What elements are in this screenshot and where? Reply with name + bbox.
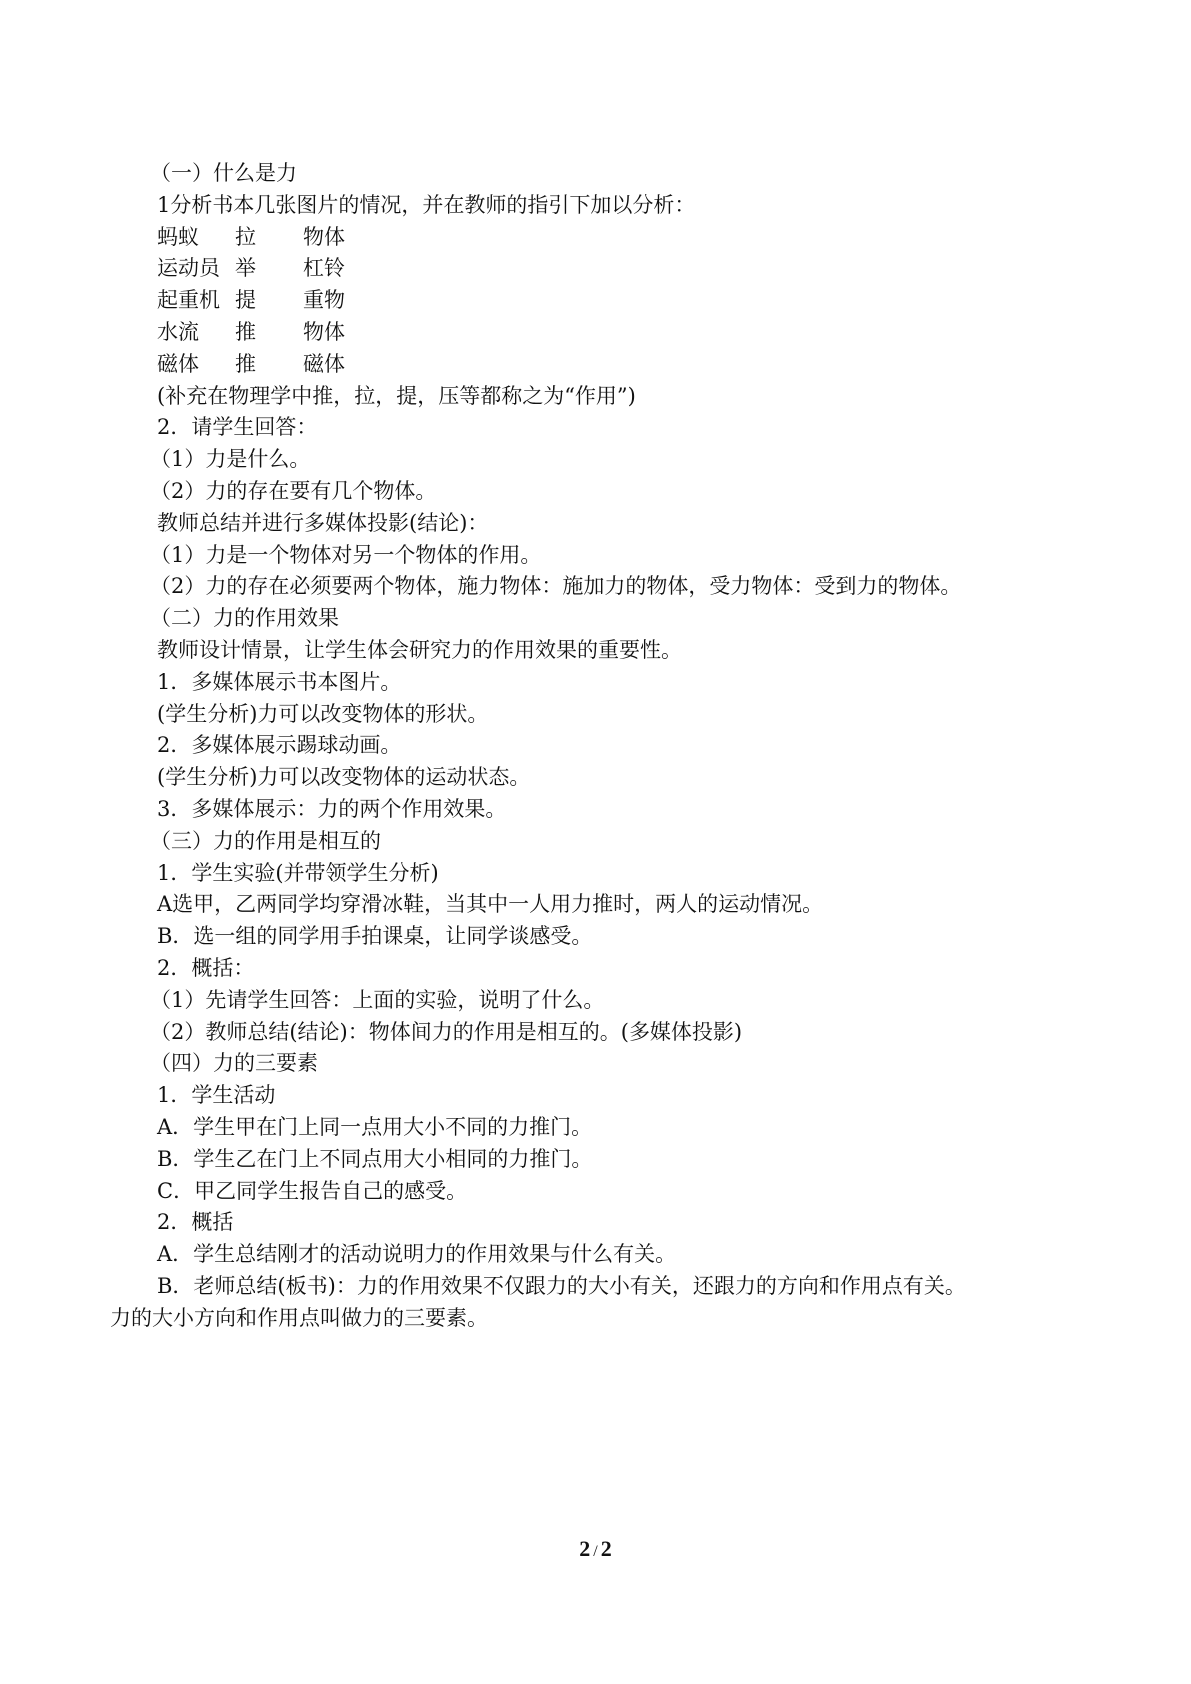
example-row <box>110 317 1090 349</box>
example-verb: 举 <box>235 256 256 281</box>
example-subject: 磁体 <box>157 351 199 376</box>
paragraph: （1）力是什么。 <box>150 447 311 472</box>
page-separator: / <box>593 1543 598 1560</box>
example-subject: 运动员 <box>157 256 220 281</box>
paragraph: （1）力是一个物体对另一个物体的作用。 <box>150 542 542 567</box>
example-subject: 蚂蚁 <box>157 224 199 249</box>
page-total: 2 <box>600 1536 612 1561</box>
example-subject: 起重机 <box>157 288 220 313</box>
paragraph: 1．学生实验(并带领学生分析) <box>157 860 439 885</box>
example-row <box>110 285 1090 317</box>
paragraph: 1．学生活动 <box>157 1083 276 1108</box>
paragraph: A选甲，乙两同学均穿滑冰鞋，当其中一人用力推时，两人的运动情况。 <box>157 892 824 917</box>
paragraph: B．老师总结(板书)：力的作用效果不仅跟力的大小有关，还跟力的方向和作用点有关。 <box>157 1273 966 1298</box>
example-object: 磁体 <box>303 351 345 376</box>
example-verb: 推 <box>235 351 256 376</box>
paragraph: (学生分析)力可以改变物体的运动状态。 <box>157 765 531 790</box>
paragraph: 2．请学生回答： <box>157 415 318 440</box>
paragraph: （2）教师总结(结论)：物体间力的作用是相互的。(多媒体投影) <box>150 1019 743 1044</box>
paragraph: （2）力的存在要有几个物体。 <box>150 478 437 503</box>
example-row <box>110 253 1090 285</box>
example-subject: 水流 <box>157 319 199 344</box>
paragraph: 教师总结并进行多媒体投影(结论)： <box>157 510 489 535</box>
example-row <box>110 222 1090 254</box>
paragraph: A．学生甲在门上同一点用大小不同的力推门。 <box>157 1114 593 1139</box>
page-number <box>0 1536 1191 1562</box>
paragraph: B．学生乙在门上不同点用大小相同的力推门。 <box>157 1146 593 1171</box>
paragraph: 2．多媒体展示踢球动画。 <box>157 733 402 758</box>
section-title: （一）什么是力 <box>150 161 297 185</box>
example-verb: 推 <box>235 319 256 344</box>
example-object: 物体 <box>303 224 345 249</box>
page-current: 2 <box>579 1536 591 1561</box>
paragraph: A．学生总结刚才的活动说明力的作用效果与什么有关。 <box>157 1242 677 1267</box>
example-object: 杠铃 <box>303 256 345 281</box>
example-row <box>110 349 1090 381</box>
example-verb: 拉 <box>235 224 256 249</box>
section-title: （四）力的三要素 <box>150 1051 318 1076</box>
paragraph: 2．概括： <box>157 955 255 980</box>
paragraph: （1）先请学生回答：上面的实验，说明了什么。 <box>150 987 605 1012</box>
paragraph: C．甲乙同学生报告自己的感受。 <box>157 1178 468 1203</box>
paragraph: （2）力的存在必须要两个物体，施力物体：施加力的物体，受力物体：受到力的物体。 <box>150 574 962 599</box>
section-title: （二）力的作用效果 <box>150 606 339 631</box>
paragraph: B．选一组的同学用手拍课桌，让同学谈感受。 <box>157 924 593 949</box>
document-body <box>110 158 1090 1334</box>
paragraph: 1分析书本几张图片的情况，并在教师的指引下加以分析： <box>157 192 696 217</box>
paragraph: 3．多媒体展示：力的两个作用效果。 <box>157 796 507 821</box>
example-object: 物体 <box>303 319 345 344</box>
paragraph: 2．概括 <box>157 1210 234 1235</box>
paragraph: (学生分析)力可以改变物体的形状。 <box>157 701 489 726</box>
paragraph: 教师设计情景，让学生体会研究力的作用效果的重要性。 <box>157 637 682 662</box>
paragraph: 1．多媒体展示书本图片。 <box>157 669 402 694</box>
paragraph: (补充在物理学中推，拉，提，压等都称之为“作用”) <box>157 383 636 408</box>
paragraph-continuation: 力的大小方向和作用点叫做力的三要素。 <box>110 1305 488 1330</box>
example-object: 重物 <box>303 288 345 313</box>
example-verb: 提 <box>235 288 256 313</box>
section-title: （三）力的作用是相互的 <box>150 828 381 853</box>
